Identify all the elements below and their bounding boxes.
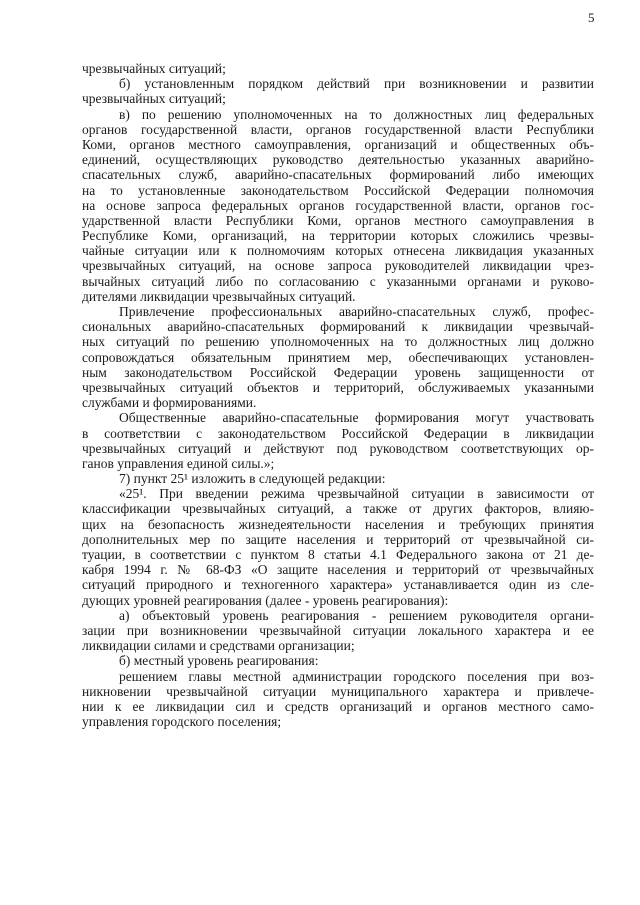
text-line: вычайных ситуаций либо по согласованию с указанными органами и руково- <box>82 273 594 289</box>
text-line: чрезвычайных ситуаций; <box>82 61 226 76</box>
text-line: 7) пункт 25¹ изложить в следующей редакции: <box>119 471 386 487</box>
paragraph <box>82 669 594 730</box>
text-line: «25¹. При введении режима чрезвычайной ситуации в зависимости от <box>119 486 594 502</box>
text-line: Республике Коми, организаций, на территории которых сложились чрезвы- <box>82 228 594 244</box>
text-line: дителями ликвидации чрезвычайных ситуаций. <box>82 288 356 304</box>
text-line: классификации чрезвычайных ситуаций, а также от других факторов, влияю- <box>82 501 594 517</box>
text-line: ных ситуаций по решению уполномоченных на то должностных лиц должно <box>82 334 594 350</box>
text-line: Коми, органов местного самоуправления, организаций и общественных объ- <box>82 136 594 152</box>
text-line: спасательных служб, аварийно-спасательных формирований либо имеющих <box>82 167 594 183</box>
text-line: решением главы местной администрации городского поселения при воз- <box>119 668 594 684</box>
text-line: управления городского поселения; <box>82 714 282 730</box>
text-line: сопровождаться обязательным принятием мер, обеспечивающих установлен- <box>82 349 594 365</box>
text-line: в) по решению уполномоченных на то должностных лиц федеральных <box>119 106 594 122</box>
text-line: на основе запроса федеральных органов государственной власти, органов гос- <box>82 197 594 213</box>
text-line: щих на безопасность жизнедеятельности населения и требующих принятия <box>82 516 594 532</box>
text-line: сиональных аварийно-спасательных формирований к ликвидации чрезвычай- <box>82 319 594 335</box>
text-line: зации при возникновении чрезвычайной ситуации локального характера и ее <box>82 622 594 638</box>
text-line: чайные ситуации или к полномочиям которых отнесена ликвидация указанных <box>82 243 594 259</box>
text-line: чрезвычайных ситуаций объектов и территорий, обслуживаемых указанными <box>82 379 594 395</box>
text-line: нии к ее ликвидации сил и средств организаций и органов местного само- <box>82 698 594 714</box>
paragraph <box>82 608 594 654</box>
text-line: б) местный уровень реагирования: <box>119 653 319 669</box>
paragraph <box>82 653 594 668</box>
text-line: в соответствии с законодательством Российской Федерации в ликвидации <box>82 425 594 441</box>
text-line: чрезвычайных ситуаций, на основе запроса руководителей ликвидации чрез- <box>82 258 594 274</box>
text-line: дополнительных мер по защите населения и территорий от чрезвычайной си- <box>82 531 594 547</box>
paragraph <box>82 410 594 471</box>
paragraph <box>82 61 594 76</box>
text-line: на то установленные законодательством Российской Федерации полномочия <box>82 182 594 198</box>
text-line: чрезвычайных ситуаций и действуют под руководством соответствующих ор- <box>82 440 594 456</box>
paragraph <box>82 107 594 304</box>
document-body <box>82 61 594 729</box>
paragraph <box>82 76 594 106</box>
text-line: никновении чрезвычайной ситуации муниципального характера и привлече- <box>82 683 594 699</box>
text-line: ганов управления единой силы.»; <box>82 455 275 471</box>
text-line: Общественные аварийно-спасательные формирования могут участвовать <box>119 410 594 426</box>
text-line: службами и формированиями. <box>82 395 257 411</box>
paragraph <box>82 486 594 608</box>
text-line: а) объектовый уровень реагирования - решением руководителя органи- <box>119 607 594 623</box>
text-line: ударственной власти Республики Коми, органов местного самоуправления в <box>82 212 594 228</box>
text-line: б) установленным порядком действий при возникновении и развитии <box>119 76 594 92</box>
text-line: единений, осуществляющих руководство деятельностью указанных аварийно- <box>82 152 594 168</box>
page-number: 5 <box>588 10 595 25</box>
text-line: Привлечение профессиональных аварийно-спасательных служб, профес- <box>119 304 594 319</box>
text-line: ликвидации силами и средствами организации; <box>82 638 355 654</box>
text-line: органов государственной власти, органов государственной власти Республики <box>82 121 594 137</box>
text-line: ным законодательством Российской Федерации уровень защищенности от <box>82 364 594 380</box>
text-line: кабря 1994 г. № 68-ФЗ «О защите населения и территорий от чрезвычайных <box>82 562 594 578</box>
text-line: ситуаций природного и техногенного характера» устанавливается один из сле- <box>82 577 594 593</box>
paragraph <box>82 304 594 410</box>
text-line: дующих уровней реагирования (далее - уровень реагирования): <box>82 592 449 608</box>
text-line: туации, в соответствии с пунктом 8 статьи 4.1 Федерального закона от 21 де- <box>82 547 594 562</box>
text-line: чрезвычайных ситуаций; <box>82 91 226 107</box>
paragraph <box>82 471 594 486</box>
